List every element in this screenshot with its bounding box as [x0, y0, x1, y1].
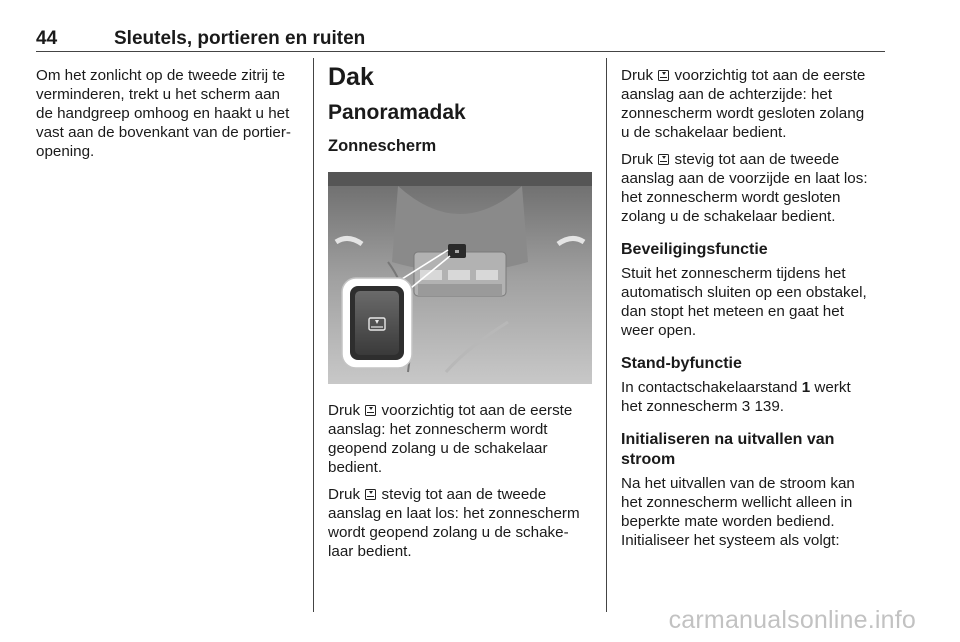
running-title: Sleutels, portieren en ruiten [114, 28, 366, 49]
page-number: 44 [36, 28, 58, 49]
word: Druk [328, 486, 361, 503]
column-2 [328, 62, 596, 569]
text-line: beperkte mate worden bediend. [621, 513, 835, 530]
text-line: het zonnescherm wellicht alleen in [621, 494, 853, 511]
paragraph-open-first-stop [328, 401, 596, 477]
text-line: het zonnescherm wordt gesloten [621, 189, 841, 206]
text-line: zolang u de schakelaar bedient. [621, 208, 836, 225]
paragraph-close-second-stop [621, 150, 885, 226]
paragraph-beveiliging [621, 264, 885, 340]
word: voorzichtig tot aan de eerste [674, 67, 866, 84]
text-line: aanslag: het zonnescherm wordt [328, 421, 548, 438]
sunshade-switch-icon [365, 405, 376, 416]
ignition-position: 1 [801, 379, 811, 396]
heading-beveiligingsfunctie: Beveiligingsfunctie [621, 241, 768, 258]
header-rule [36, 51, 885, 52]
text-line: automatisch sluiten op een obstakel, [621, 284, 867, 301]
text-line: wordt geopend zolang u de schake- [328, 524, 569, 541]
word: In contactschakelaarstand [621, 379, 798, 396]
column-3 [621, 66, 885, 558]
text-line: aanslag aan de achterzijde: het [621, 86, 833, 103]
sunroof-switch-illustration [328, 172, 592, 384]
page-reference-link[interactable]: 139. [754, 398, 784, 415]
sunshade-switch-icon [365, 489, 376, 500]
word: het zonnescherm [621, 398, 738, 415]
text-line: de handgreep omhoog en haakt u het [36, 105, 290, 122]
subsection-heading: Panoramadak [328, 101, 466, 124]
column-divider-1 [313, 58, 314, 612]
page-reference-arrow: 3 [741, 398, 751, 415]
heading-standby: Stand-byfunctie [621, 355, 742, 372]
word: stevig tot aan de tweede [674, 151, 840, 168]
text-line: geopend zolang u de schakelaar [328, 440, 548, 457]
paragraph-initialiseren [621, 474, 885, 550]
text-line: Initialiseer het systeem als volgt: [621, 532, 840, 549]
heading-line: stroom [621, 451, 676, 468]
text-line: aanslag aan de voorzijde en laat los: [621, 170, 868, 187]
text-line: verminderen, trekt u het scherm aan [36, 86, 280, 103]
text-line [328, 401, 596, 420]
text-line: opening. [36, 143, 95, 160]
intro-paragraph [36, 66, 306, 161]
subsubsection-heading: Zonnescherm [328, 137, 437, 155]
text-line [621, 378, 885, 397]
word: werkt [814, 379, 851, 396]
sunshade-switch-icon [658, 154, 669, 165]
text-line: vast aan de bovenkant van de portier- [36, 124, 291, 141]
text-line: zonnescherm wordt gesloten zolang [621, 105, 865, 122]
text-line: Na het uitvallen van de stroom kan [621, 475, 855, 492]
sunshade-switch-icon [658, 70, 669, 81]
text-line: Stuit het zonnescherm tijdens het [621, 265, 846, 282]
column-divider-2 [606, 58, 607, 612]
watermark: carmanualsonline.info [668, 606, 916, 634]
text-line: laar bedient. [328, 543, 412, 560]
paragraph-close-first-stop [621, 66, 885, 142]
paragraph-standby [621, 378, 885, 416]
page-header [36, 28, 885, 52]
paragraph-open-second-stop [328, 485, 596, 561]
text-line: dan stopt het meteen en gaat het [621, 303, 844, 320]
section-heading: Dak [328, 63, 374, 91]
word: Druk [328, 402, 361, 419]
word: stevig tot aan de tweede [381, 486, 547, 503]
word: voorzichtig tot aan de eerste [381, 402, 573, 419]
column-1 [36, 66, 306, 169]
heading-line: Initialiseren na uitvallen van [621, 431, 835, 448]
text-line: Om het zonlicht op de tweede zitrij te [36, 67, 286, 84]
text-line: bedient. [328, 459, 383, 476]
text-line: u de schakelaar bedient. [621, 124, 787, 141]
text-line [621, 150, 885, 169]
heading-initialiseren [621, 430, 885, 470]
text-line: weer open. [621, 322, 697, 339]
text-line [621, 397, 885, 416]
text-line [621, 66, 885, 85]
word: Druk [621, 67, 654, 84]
text-line: aanslag en laat los: het zonnescherm [328, 505, 580, 522]
word: Druk [621, 151, 654, 168]
text-line [328, 485, 596, 504]
